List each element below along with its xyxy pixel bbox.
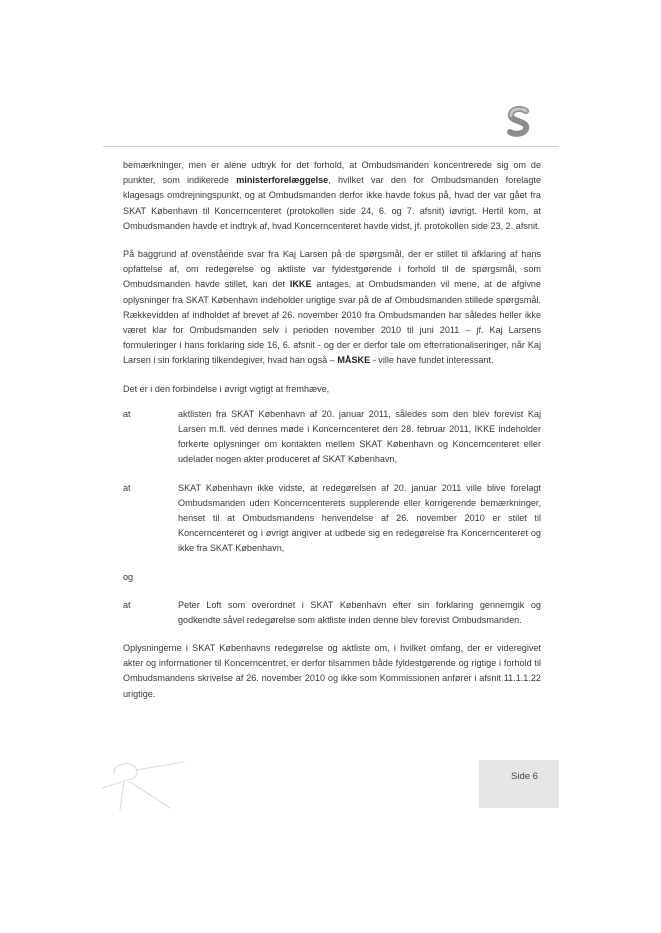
intro-paragraph: bemærkninger, men er alene udtryk for det forhold, at Ombudsmanden koncentrerede sig om de punkter, som indikerede ministerforelæggelse, hvilket var den for Ombudsmanden forelagte klagesags omdrejningspunkt, og at Ombudsmanden derfor ikke havde fokus på, hvad der var gået fra SKAT København til Koncerncenteret (protokollen side 24, 6. og 7. afsnit) iøvrigt. Hertil kom, at Ombudsmanden havde et indtryk af, hvad Koncerncenteret havde vidst, jf. protokollen side 23, 2. afsnit. [123, 160, 542, 231]
skat-s-logo-icon [506, 106, 532, 138]
list-item-label: at [123, 599, 131, 610]
list-item-text: aktlisten fra SKAT København af 20. januar 2011, således som den blev forevist Kaj Larsen m.fl. ved dennes møde i Koncerncenteret den 28. februar 2011, IKKE indeholder forkerte oplysninger om kontakten mellem SKAT København og Koncerncenteret eller udelader nogen akter produceret af SKAT København, [178, 408, 541, 465]
emphasis-ikke: IKKE [289, 279, 312, 290]
document-body [123, 158, 541, 711]
list-item-text: Peter Loft som overordnet i SKAT København efter sin forklaring gennemgik og godkendte såvel redegørelse som aktliste inden denne blev forevist Ombudsmanden. [178, 599, 541, 625]
page-number-box [479, 760, 559, 808]
conjunction-og: og [123, 571, 134, 582]
skat-figure-watermark-icon [100, 758, 200, 812]
emphasis-maaske: MÅSKE [337, 355, 371, 366]
header-divider [103, 146, 559, 147]
page-number: Side 6 [511, 771, 538, 782]
list-item-text: SKAT København ikke vidste, at redegørelsen af 20. januar 2011 ville blive forelagt Ombudsmanden uden Koncerncenterets supplerende eller korrigerende bemærkninger, henset til at Ombudsmandens henvendelse af 26. november 2010 er stilet til Koncerncenteret og i øvrigt angiver at udbede sig en redegørelse fra Koncerncenteret og ikke fra SKAT København, [178, 482, 541, 554]
closing-paragraph: Oplysningerne i SKAT Københavns redegørelse og aktliste om, i hvilket omfang, der er videregivet akter og informationer til Koncerncentret, er derfor tilsammen både fyldestgørende og rigtige i forhold til Ombudsmandens skrivelse af 26. november 2010 og ikke som Kommissionen anfører i afsnit 11.1.1.22 urigtige. [123, 643, 541, 699]
list-item [123, 598, 541, 628]
list-item-label: at [123, 408, 131, 419]
paragraph-2: På baggrund af ovenstående svar fra Kaj Larsen på de spørgsmål, der er stillet til afklaring af hans opfattelse af, om redegørelse og aktliste var fyldestgørende i forhold til de spørgsmål, som Ombudsmanden havde stillet, kan det IKKE antages, at Ombudsmanden vil mene, at de afgivne oplysninger fra SKAT København indeholder urigtige svar på de af Ombudsmanden stillede spørgsmål. Rækkevidden af indholdet af brevet af 26. november 2010 fra Ombudsmanden har således heller ikke været klar for Ombudsmanden selv i perioden november 2010 til juni 2011 – jf. Kaj Larsens formuleringer i hans forklaring side 16, 6. afsnit - og der er derfor tale om efterrationaliseringer, når Kaj Larsen i sin forklaring tilkendegiver, hvad han også – MÅSKE - ville have fundet interessant. [123, 249, 541, 366]
list-item [123, 481, 541, 557]
paragraph-3: Det er i den forbindelse i øvrigt vigtigt at fremhæve, [123, 383, 330, 394]
list-item [123, 407, 541, 468]
list-item-label: at [123, 482, 131, 493]
intro-bold-term: ministerforelæggelse [236, 175, 329, 186]
